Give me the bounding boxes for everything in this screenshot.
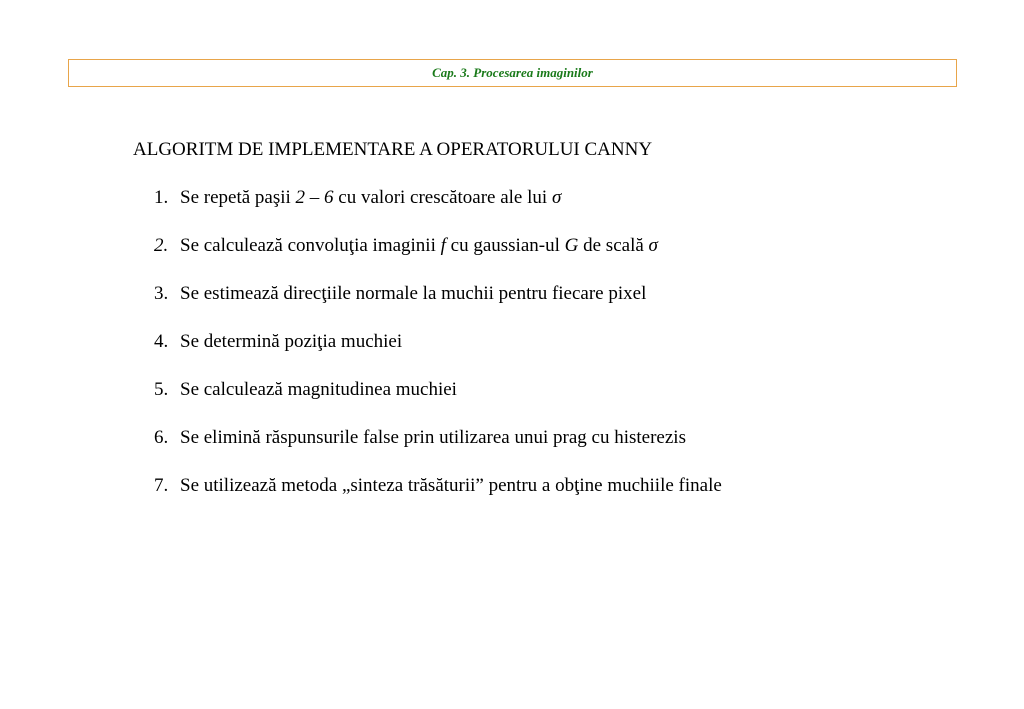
step-number: 4. bbox=[154, 331, 169, 352]
step-number: 1. bbox=[154, 187, 169, 208]
step-5 bbox=[154, 379, 722, 427]
step-7 bbox=[154, 475, 722, 523]
step-text: Se determină poziţia muchiei bbox=[180, 331, 403, 352]
step-number: 3. bbox=[154, 283, 169, 304]
algorithm-title: ALGORITM DE IMPLEMENTARE A OPERATORULUI CANNY bbox=[133, 139, 653, 160]
step-number: 5. bbox=[154, 379, 169, 400]
step-text: Se utilizează metoda „sinteza trăsăturii” pentru a obţine muchiile finale bbox=[180, 475, 722, 496]
chapter-header bbox=[68, 59, 957, 87]
step-text: Se estimează direcţiile normale la muchii pentru fiecare pixel bbox=[180, 283, 647, 304]
step-1 bbox=[154, 187, 722, 235]
step-2 bbox=[154, 235, 722, 283]
step-6 bbox=[154, 427, 722, 475]
steps-list bbox=[154, 187, 722, 523]
step-4 bbox=[154, 331, 722, 379]
step-text: Se calculează magnitudinea muchiei bbox=[180, 379, 457, 400]
step-number: 6. bbox=[154, 427, 169, 448]
step-text: Se elimină răspunsurile false prin utilizarea unui prag cu histerezis bbox=[180, 427, 686, 448]
step-number: 2. bbox=[154, 235, 169, 256]
step-text: Se calculează convoluţia imaginii f cu gaussian-ul G de scală σ bbox=[180, 235, 658, 256]
step-text: Se repetă paşii 2 – 6 cu valori crescătoare ale lui σ bbox=[180, 187, 562, 208]
chapter-title: Cap. 3. Procesarea imaginilor bbox=[432, 65, 593, 80]
step-number: 7. bbox=[154, 475, 169, 496]
step-3 bbox=[154, 283, 722, 331]
